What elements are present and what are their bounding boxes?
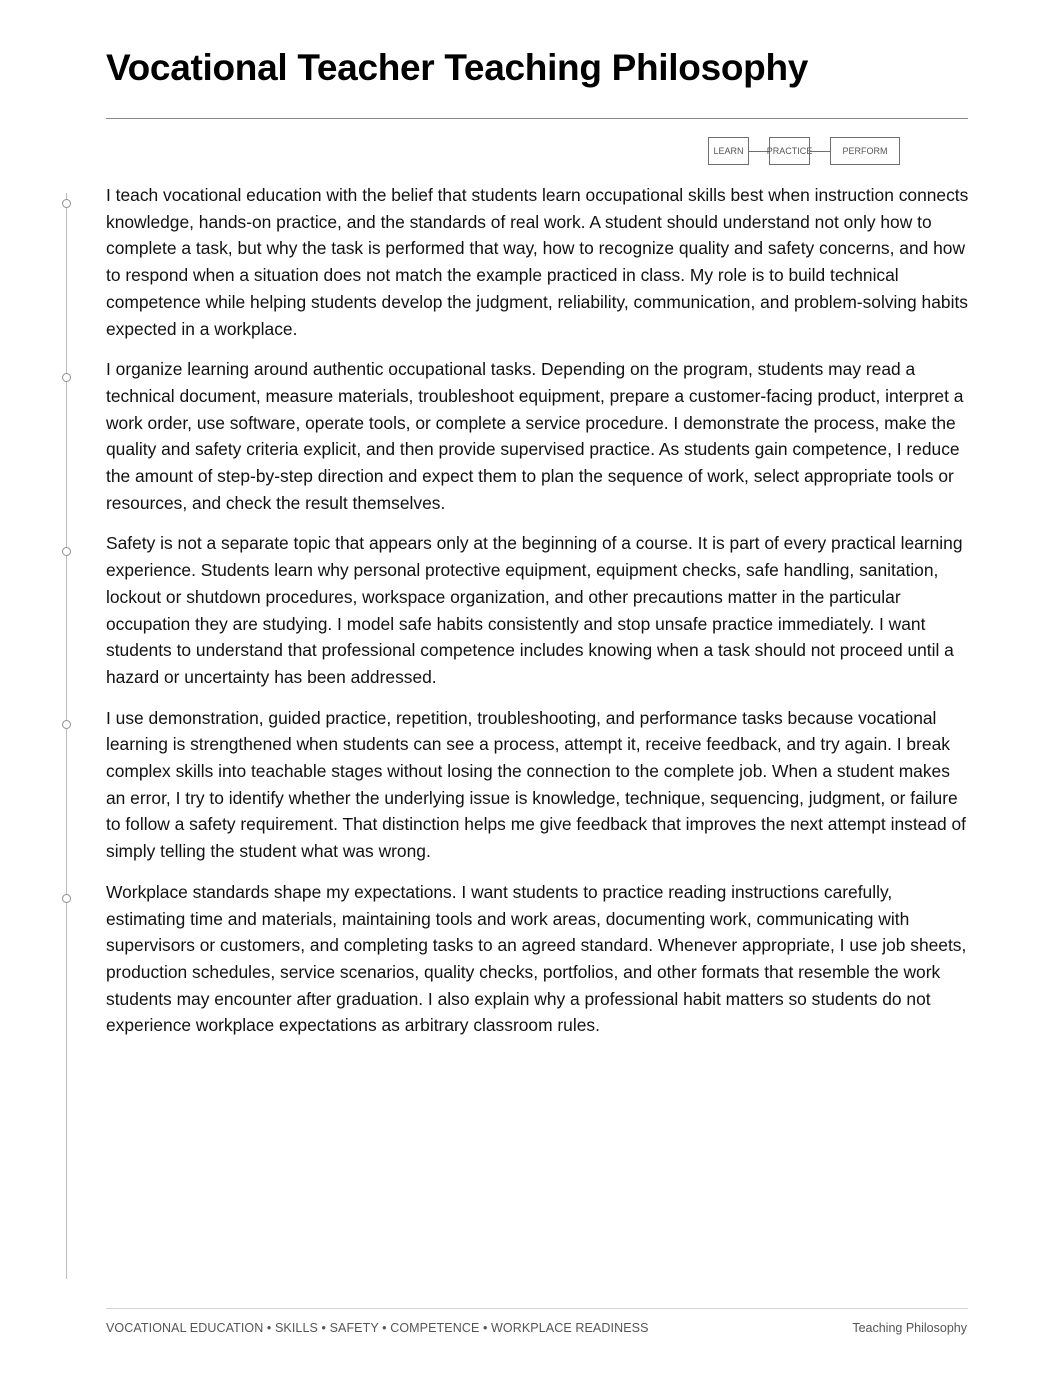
timeline-node xyxy=(62,720,71,729)
process-step-perform: PERFORM xyxy=(830,137,900,165)
process-diagram xyxy=(708,137,900,167)
process-step-learn: LEARN xyxy=(708,137,749,165)
process-connector xyxy=(810,151,830,152)
paragraph-1: I teach vocational education with the belief that students learn occupational skills best when instruction connects knowledge, hands-on practice, and the standards of real work. A student should understand not only how to complete a task, but why the task is performed that way, how to recognize quality and safety concerns, and how to respond when a situation does not match the example practiced in class. My role is to build technical competence while helping students develop the judgment, reliability, communication, and problem-solving habits expected in a workplace. xyxy=(106,185,969,339)
title-divider xyxy=(106,118,968,119)
paragraph-2: I organize learning around authentic occupational tasks. Depending on the program, students may read a technical document, measure materials, troubleshoot equipment, prepare a customer-facing product, interpret a work order, use software, operate tools, or complete a service procedure. I demonstrate the process, make the quality and safety criteria explicit, and then provide supervised practice. As students gain competence, I reduce the amount of step-by-step direction and expect them to plan the sequence of work, select appropriate tools or resources, and check the result themselves. xyxy=(106,359,964,513)
paragraph-5: Workplace standards shape my expectations. I want students to practice reading instructions carefully, estimating time and materials, maintaining tools and work areas, documenting work, communicating with supervisors or customers, and completing tasks to an agreed standard. Whenever appropriate, I use job sheets, production schedules, service scenarios, quality checks, portfolios, and other formats that resemble the work students may encounter after graduation. I also explain why a professional habit matters so students do not experience workplace expectations as arbitrary classroom rules. xyxy=(106,881,967,1036)
timeline-node xyxy=(62,199,71,208)
paragraph-3: Safety is not a separate topic that appears only at the beginning of a course. It is part of every practical learning experience. Students learn why personal protective equipment, equipment checks, safe handling, sanitation, lockout or shutdown procedures, workspace organization, and other precautions matter in the particular occupation they are studying. I model safe habits consistently and stop unsafe practice immediately. I want students to understand that professional competence includes knowing when a task should not proceed until a hazard or uncertainty has been addressed. xyxy=(106,533,963,687)
paragraph-4: I use demonstration, guided practice, repetition, troubleshooting, and performance tasks because vocational learning is strengthened when students can see a process, attempt it, receive feedback, and try again. I break complex skills into teachable stages without losing the connection to the complete job. When a student makes an error, I try to identify whether the underlying issue is knowledge, technique, sequencing, judgment, or failure to follow a safety requirement. That distinction helps me give feedback that improves the next attempt instead of simply telling the student what was wrong. xyxy=(106,707,967,862)
body-content xyxy=(106,182,972,1053)
page-title: Vocational Teacher Teaching Philosophy xyxy=(106,47,809,88)
footer-keywords: VOCATIONAL EDUCATION • SKILLS • SAFETY • COMPETENCE • WORKPLACE READINESS xyxy=(106,1321,649,1335)
footer-label: Teaching Philosophy xyxy=(852,1321,967,1335)
process-step-practice: PRACTICE xyxy=(769,137,810,165)
timeline-node xyxy=(62,547,71,556)
footer-divider xyxy=(106,1308,968,1309)
timeline-line xyxy=(66,193,67,1279)
timeline-node xyxy=(62,373,71,382)
timeline-node xyxy=(62,894,71,903)
